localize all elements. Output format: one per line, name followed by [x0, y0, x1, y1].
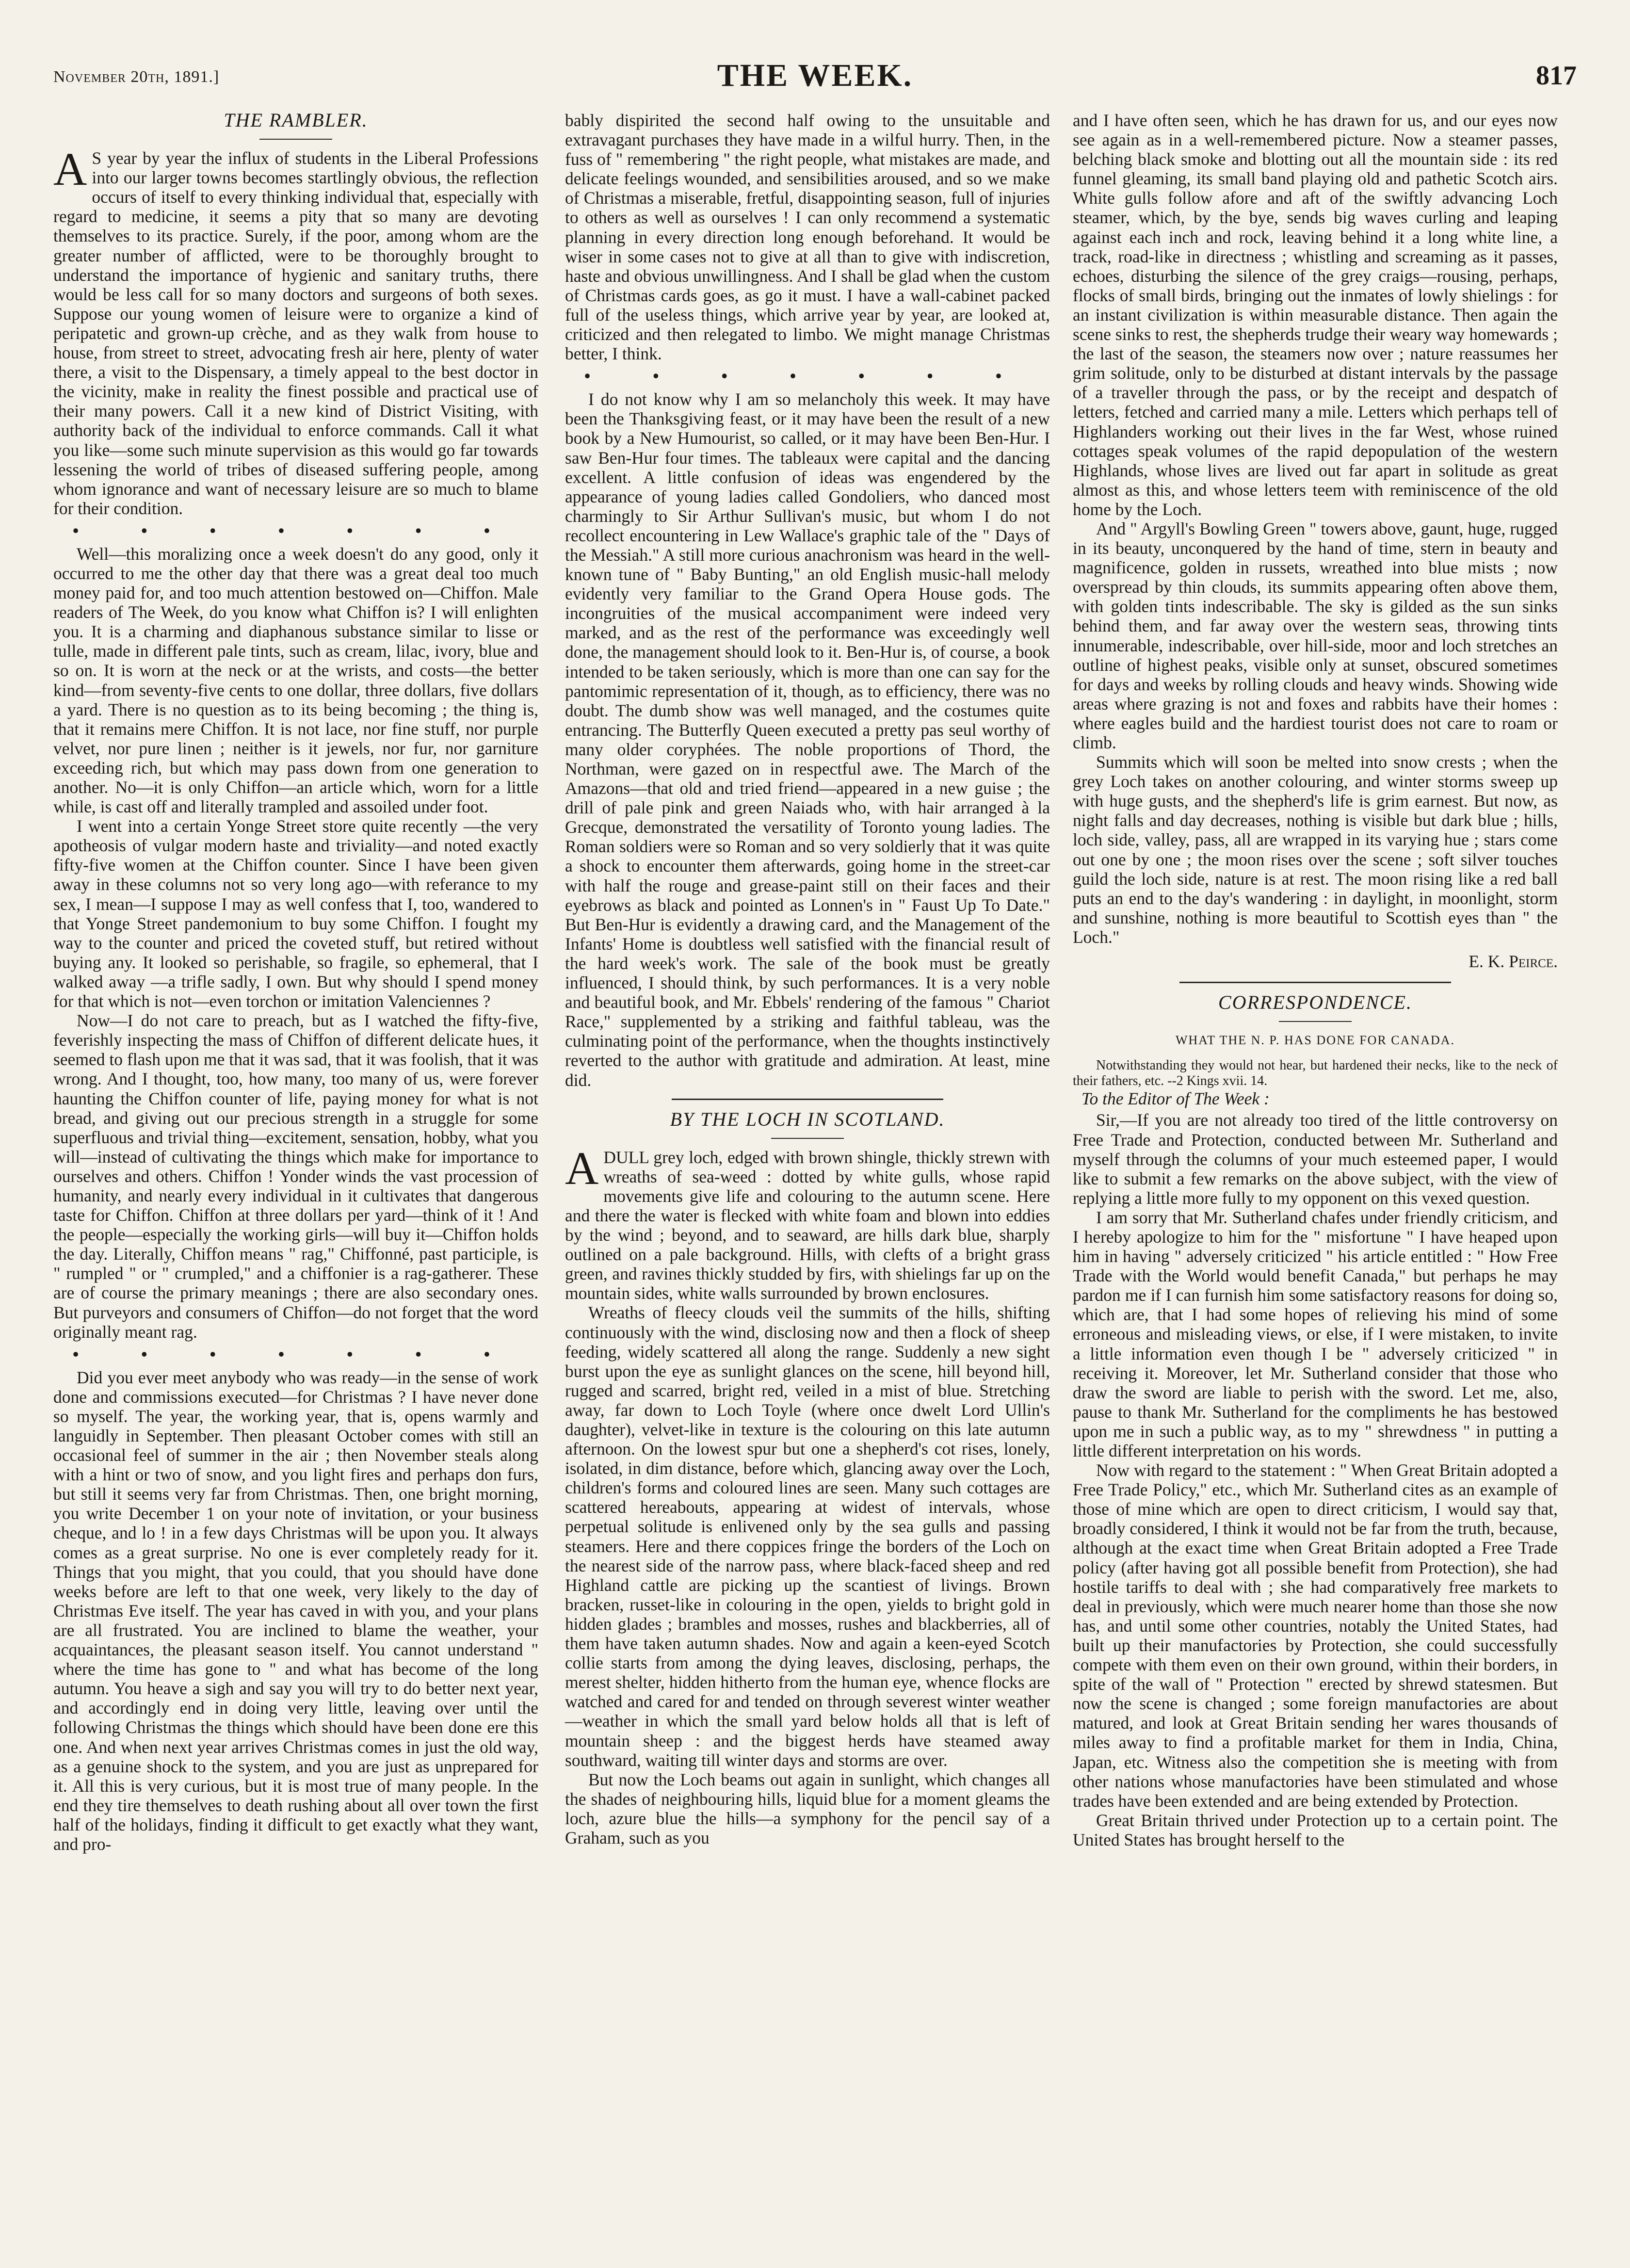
letter-salutation: To the Editor of The Week : [1081, 1089, 1270, 1109]
drop-cap: A [53, 143, 87, 195]
loch-paragraph: But now the Loch beams out again in sunlight, which changes all the shades of neighbouring hills, liquid blue for a moment gleams the loch, azure blue the hills—a symphony for the pencil say of a Graham, such as you [565, 1769, 1050, 1847]
rambler-paragraph: I went into a certain Yonge Street store quite recently —the very apotheosis of vulgar modern haste and triviality—and noted exactly fifty-five women at the Chiffon counter. Since I have been given away in these columns not so very long ago—with referance to my sex, I mean—I suppose I may as well confess that I, too, wandered to that Yonge Street pandemonium to buy some Chiffon. I fought my way to the counter and priced the coveted stuff, but retired without buying any. It looked so perishable, so fragile, so ephemeral, that I walked away —a trifle sadly, I own. But why should I spend money for that which is not—even torchon or imitation Valenciennes ? [53, 816, 538, 1011]
section-dots: • • • • • • • [72, 520, 519, 540]
rambler-paragraph: Did you ever meet anybody who was ready—in the sense of work done and commissions executed—for Christmas ? I have never done so myself. The year, the working year, that is, opens warmly and languidly in September. Then pleasant October comes with still an occasional feel of summer in the air ; then November steals along with a hint or two of snow, and you light fires and perhaps don furs, but still it seems very far from Christmas. Then, one bright morning, you write December 1 on your note of invitation, or your business cheque, and lo ! in a few days Christmas will be upon you. It always comes as a great surprise. No one is ever completely ready for it. Things that you might, that you could, that you should have done weeks before are left to that one week, very likely to the day of Christmas Eve itself. The year has caved in with you, and your plans are all frustrated. You are inclined to blame the weather, your acquaintances, the pleasant season itself. You cannot understand " where the time has gone to " and what has become of the long autumn. You heave a sigh and say you will try to do better next year, and accordingly end in doing very little, leaving over until the following Christmas the things which should have been done ere this one. And when next year arrives Christmas comes in just the old way, as a genuine shock to the system, and you are just as unprepared for it. All this is very curious, but it is most true of many people. In the end they tire themselves to death rushing about all over town the first half of the holidays, finding it difficult to get exactly what they want, and pro- [53, 1367, 538, 1854]
section-divider [1179, 982, 1451, 983]
page-number: 817 [1536, 61, 1577, 91]
rambler-paragraph: bably dispirited the second half owing to the unsuitable and extravagant purchases they have made in a wilful hurry. Then, in the fuss of " remembering " the right people, what mistakes are made, and delicate feelings wounded, and sensibilities aroused, and so we make of Christmas a miserable, fretful, disappointing season, full of injuries to others as well as ourselves ! I can only recommend a systematic planning in every direction long enough beforehand. It would be wiser in some cases not to give at all than to give with indiscretion, haste and obvious unwillingness. And I shall be glad when the custom of Christmas cards goes, as go it must. I have a wall-cabinet packed full of the useless things, which arrive year by year, are looked at, criticized and then relegated to limbo. We might manage Christmas better, I think. [565, 111, 1050, 364]
column-2 [565, 111, 1050, 1847]
drop-cap: A [565, 1142, 599, 1194]
column-1 [53, 111, 538, 1854]
loch-paragraph: And " Argyll's Bowling Green " towers above, gaunt, huge, rugged in its beauty, unconquered by the hand of time, stern in beauty and magnificence, golden in russets, wreathed into blue mists ; now overspread by thin clouds, its summits appearing often above them, with golden tints indescribable. The sky is gilded as the sun sinks behind them, and far away over the western seas, throwing tints innumerable, indescribable, over hill-side, moor and loch stretches an outline of highest peaks, visible only at sunset, obscured sometimes for days and weeks by rolling clouds and heavy winds. Showing wide areas where grazing is not and foxes and rabbits have their homes : where eagles build and the hardiest tourist does not care to roam or climb. [1073, 518, 1558, 752]
title-rule [259, 139, 332, 140]
author-signature: E. K. Peirce. [1469, 952, 1558, 972]
loch-paragraph: ADULL grey loch, edged with brown shingle, thickly strewn with wreaths of sea-weed : dotted by white gulls, whose rapid movements give life and colouring to the autumn scene. Here and there the water is flecked with white foam and blown into eddies by the wind ; beyond, and to seaward, are hills dark blue, sharply outlined on a pale background. Hills, with clefts of a bright grass green, and ravines thickly studded by firs, with shielings far up on the mountain sides, white walls surrounded by brown enclosures. [565, 1142, 1050, 1303]
section-dots: • • • • • • • [72, 1344, 519, 1364]
letter-paragraph: Sir,—If you are not already too tired of the little controversy on Free Trade and Protection, conducted between Mr. Sutherland and myself through the columns of your much esteemed paper, I would like to submit a few remarks on the above subject, with the view of replying a little more fully to my opponent on this vexed question. [1073, 1110, 1558, 1208]
rambler-paragraph: Well—this moralizing once a week doesn't do any good, only it occurred to me the other day that there was a great deal too much money paid for, and too much attention bestowed on—Chiffon. Male readers of The Week, do you know what Chiffon is? I will enlighten you. It is a charming and diaphanous substance similar to lisse or tulle, made in different pale tints, such as cream, lilac, ivory, blue and so on. It is worn at the neck or at the wrists, and costs—the better kind—from seventy-five cents to one dollar, three dollars, five dollars a yard. There is no question as to its being becoming ; the thing is, that it remains mere Chiffon. It is not lace, nor fine stuff, nor purple velvet, nor pure linen ; neither is it jewels, nor fur, nor garniture exceeding rich, but which may pass down from one generation to another. No—it is only Chiffon—an article which, worn for a little while, is cast off and literally trampled and assoiled under foot. [53, 544, 538, 817]
letter-subhead: WHAT THE N. P. HAS DONE FOR CANADA. [1175, 1033, 1455, 1048]
loch-title: BY THE LOCH IN SCOTLAND. [670, 1108, 945, 1130]
rambler-paragraph: Now—I do not care to preach, but as I watched the fifty-five, feverishly inspecting the mass of Chiffon of different delicate hues, it seemed to flash upon me that it was sad, that it was foolish, that it was wrong. And I thought, too, how many, too many of us, were forever haunting the Chiffon counter of life, paying money for what is not bread, and giving out our precious strength in a struggle for some superfluous and trivial thing—excitement, sensation, hobby, what you will—instead of cultivating the things which make for importance to ourselves and others. Chiffon ! Yonder winds the vast procession of humanity, and nearly every individual in it cultivates that dangerous taste for Chiffon. Chiffon at three dollars per yard—think of it ! And the people—especially the working girls—will buy it—Chiffon holds the day. Literally, Chiffon means " rag," Chiffonné, past participle, is " rumpled " or " crumpled," and a chiffonier is a rag-gatherer. These are of course the primary meanings ; there are also secondary ones. But purveyors and consumers of Chiffon—do not forget that the word originally meant rag. [53, 1011, 538, 1342]
rambler-title: THE RAMBLER. [224, 109, 368, 131]
loch-paragraph: Wreaths of fleecy clouds veil the summits of the hills, shifting continuously with the wind, disclosing now and then a flock of sheep feeding, widely scattered all along the range. Suddenly a new sight burst upon the eye as sunlight glances on the scene, hill beyond hill, rugged and scarred, bright red, veiled in a mist of blue. Stretching away, far down to Loch Toyle (where once dwelt Lord Ullin's daughter), velvet-like in texture is the colouring on this late autumn afternoon. On the lowest spur but one a shepherd's cot rises, lonely, isolated, in dim distance, before which, glancing away over the Loch, children's forms and coloured lines are seen. Many such cottages are scattered hereabouts, appearing at widest of intervals, whose perpetual solitude is enlivened only by the sea gulls and passing steamers. Here and there coppices fringe the borders of the Loch on the nearest side of the narrow pass, where black-faced sheep and red Highland cattle are picking up the scantiest of livings. Brown bracken, russet-like in colouring in the open, yields to bright gold in hidden glades ; brambles and mosses, rushes and blackberries, all of them have taken autumn shades. Now and again a keen-eyed Scotch collie starts from among the dying leaves, disclosing, perhaps, the merest shelter, hidden hitherto from the human eye, whence flocks are watched and cared for and tended on through severest winter weather—weather in which the small yard below holds all that is left of mountain sheep : and the biggest herds have steamed away southward, waiting till winter days and storms are over. [565, 1303, 1050, 1770]
column-3 [1073, 111, 1558, 1849]
rambler-paragraph: I do not know why I am so melancholy this week. It may have been the Thanksgiving feast, or it may have been the result of a new book by a New Humourist, so called, or it may have been Ben-Hur. I saw Ben-Hur four times. The tableaux were capital and the dancing excellent. A little confusion of ideas was engendered by the appearance of young ladies called Gondoliers, who danced most charmingly to Sir Arthur Sullivan's music, but whom I do not recollect encountering in Lew Wallace's graphic tale of the " Days of the Messiah." A still more curious anachronism was heard in the well-known tune of " Baby Bunting," an old English music-hall melody evidently very familiar to the Grand Opera House gods. The incongruities of the musical accompaniment were indeed very marked, and as the rest of the performance was exceedingly well done, the management should look to it. Ben-Hur is, of course, a book intended to be taken seriously, which is more than one can say for the pantomimic representation of it, though, as to efficiency, there was no doubt. The dumb show was well managed, and the costumes quite entrancing. The Butterfly Queen executed a pretty pas seul worthy of many older coryphées. The noble proportions of Thord, the Northman, were gazed on in respectful awe. The March of the Amazons—that old and tried friend—appeared in a new guise ; the drill of pale pink and green Naiads who, with hair arranged à la Grecque, demonstrated the versatility of Toronto young ladies. The Roman soldiers were so Roman and so very soldierly that it was quite a shock to encounter them afterwards, going home in the street-car with half the rouge and grease-paint still on their faces and their eyebrows as black and pointed as Lonnen's in " Faust Up To Date." But Ben-Hur is evidently a drawing card, and the Management of the Infants' Home is doubtless well satisfied with the financial result of the hard week's work. The sale of the book must be greatly influenced, I should think, by such performances. It is a very noble and beautiful book, and Mr. Ebbels' rendering of the famous " Chariot Race," supplemented by a striking and faithful tableau, was the culminating point of the performance, when the thoughts instinctively reverted to the author with gratitude and admiration. At least, mine did. [565, 389, 1050, 1090]
epigraph: Notwithstanding they would not hear, but hardened their necks, like to the neck of their fathers, etc. --2 Kings xvii. 14. [1073, 1058, 1558, 1089]
loch-paragraph: and I have often seen, which he has drawn for us, and our eyes now see again as in a well-remembered picture. Now a steamer passes, belching black smoke and blotting out all the mountain side : its red funnel gleaming, its small band playing old and pathetic Scotch airs. White gulls follow afore and aft of the swiftly advancing Loch steamer, which, by the bye, sends big waves curling and leaping against each inch and rock, leaving behind it a long white line, a track, road-like in directness ; whistling and screaming as it passes, echoes, disturbing the silence of the grey craigs—rousing, perhaps, flocks of small birds, bringing out the inmates of lowly shielings : for an instant civilization is within measurable distance. Then again the scene sinks to rest, the shepherds trudge their weary way homewards ; the last of the season, the steamers now over ; nature reassumes her grim solitude, only to be disturbed at distant intervals by the passage of a traveller through the pass, or by the receipt and despatch of letters, fetched and carried many a mile. Letters which perhaps tell of Highlanders working out their lives in the far West, whose ruined cottages speak volumes of the rapid depopulation of the western Highlands, whose lives are lived out far apart in solitude as great almost as this, and whose letters teem with reminiscence of the old home by the Loch. [1073, 111, 1558, 519]
loch-paragraph: Summits which will soon be melted into snow crests ; when the grey Loch takes on another colouring, and winter storms sweep up with huge gusts, and the shepherd's life is grim earnest. But now, as night falls and day decreases, nothing is visible but dark blue ; hills, loch side, valley, pass, all are wrapped in its varying hue ; stars come out one by one ; the moon rises over the scene ; soft silver touches guild the loch side, nature is at rest. The moon rising like a red ball puts an end to the day's wandering : in daylight, in moonlight, storm and sunshine, nothing is more beautiful to Scottish eyes than " the Loch." [1073, 752, 1558, 947]
issue-date: November 20th, 1891.] [53, 68, 220, 86]
title-rule [771, 1138, 844, 1139]
masthead [53, 57, 1577, 101]
letter-paragraph: Now with regard to the statement : " When Great Britain adopted a Free Trade Policy," etc., which Mr. Sutherland cites as an example of those of mine which are open to direct criticism, I would say that, broadly considered, I think it would not be far from the truth, because, although at the exact time when Great Britain adopted a Free Trade policy (after having got all possible benefit from Protection), she had hostile tariffs to deal with ; she had comparatively free markets to deal in previously, which were much nearer home than those she now has, and until some other countries, notably the United States, had built up their manufactories by Protection, she could successfully compete with them even on their own ground, within their borders, in spite of the wall of " Protection " erected by shrewd statesmen. But now the scene is changed ; some foreign manufactories are about matured, and look at Great Britain sending her wares thousands of miles away to find a profitable market for them in India, China, Japan, etc. Witness also the competition she is meeting with from other nations whose manufactories have been stimulated and whose trades have been extended and are being extended by Protection. [1073, 1460, 1558, 1811]
section-dots: • • • • • • • [584, 366, 1031, 386]
letter-paragraph: Great Britain thrived under Protection up to a certain point. The United States has brought herself to the [1073, 1810, 1558, 1849]
correspondence-title: CORRESPONDENCE. [1218, 991, 1412, 1014]
title-rule [1279, 1021, 1352, 1022]
rambler-paragraph: A S year by year the influx of students in the Liberal Professions into our larger towns becomes startlingly obvious, the reflection occurs of itself to every thinking individual that, especially with regard to medicine, it seems a pity that so many are devoting themselves to its practice. Surely, if the poor, among whom are the greater number of afflicted, were to be thoroughly brought to understand the importance of hygienic and sanitary truths, there would be less call for so many doctors and surgeons of both sexes. Suppose our young women of leisure were to organize a kind of peripatetic and grown-up crèche, and as they walk from house to house, from street to street, advocating fresh air here, plenty of water there, a visit to the Dispensary, a timely appeal to the best doctor in the vicinity, make in reality the finest possible and practical use of their many powers. Call it a new kind of District Visiting, with authority back of the individual to enforce commands. Call it what you like—some such minute supervision as this would go far towards lessening the world of tribes of diseased suffering people, among whom ignorance and want of necessary leisure are so much to blame for their condition. [53, 143, 538, 518]
section-divider [672, 1099, 943, 1100]
letter-paragraph: I am sorry that Mr. Sutherland chafes under friendly criticism, and I hereby apologize to him for the " misfortune " I have heaped upon him in having " adversely criticized " his article entitled : " How Free Trade with the World would benefit Canada," but perhaps he may pardon me if I can furnish him some satisfactory reasons for doing so, which are, that I had some hopes of relieving his mind of some erroneous and misleading views, or else, if I were mistaken, to invite a little information even though I be " adversely criticized " in receiving it. Moreover, let Mr. Sutherland consider that those who draw the sword are liable to perish with the sword. Let me, also, pause to thank Mr. Sutherland for the compliments he has bestowed upon me in such a public way, as to my " shrewdness " in putting a little different interpretation on his words. [1073, 1207, 1558, 1460]
publication-title: THE WEEK. [717, 58, 913, 93]
